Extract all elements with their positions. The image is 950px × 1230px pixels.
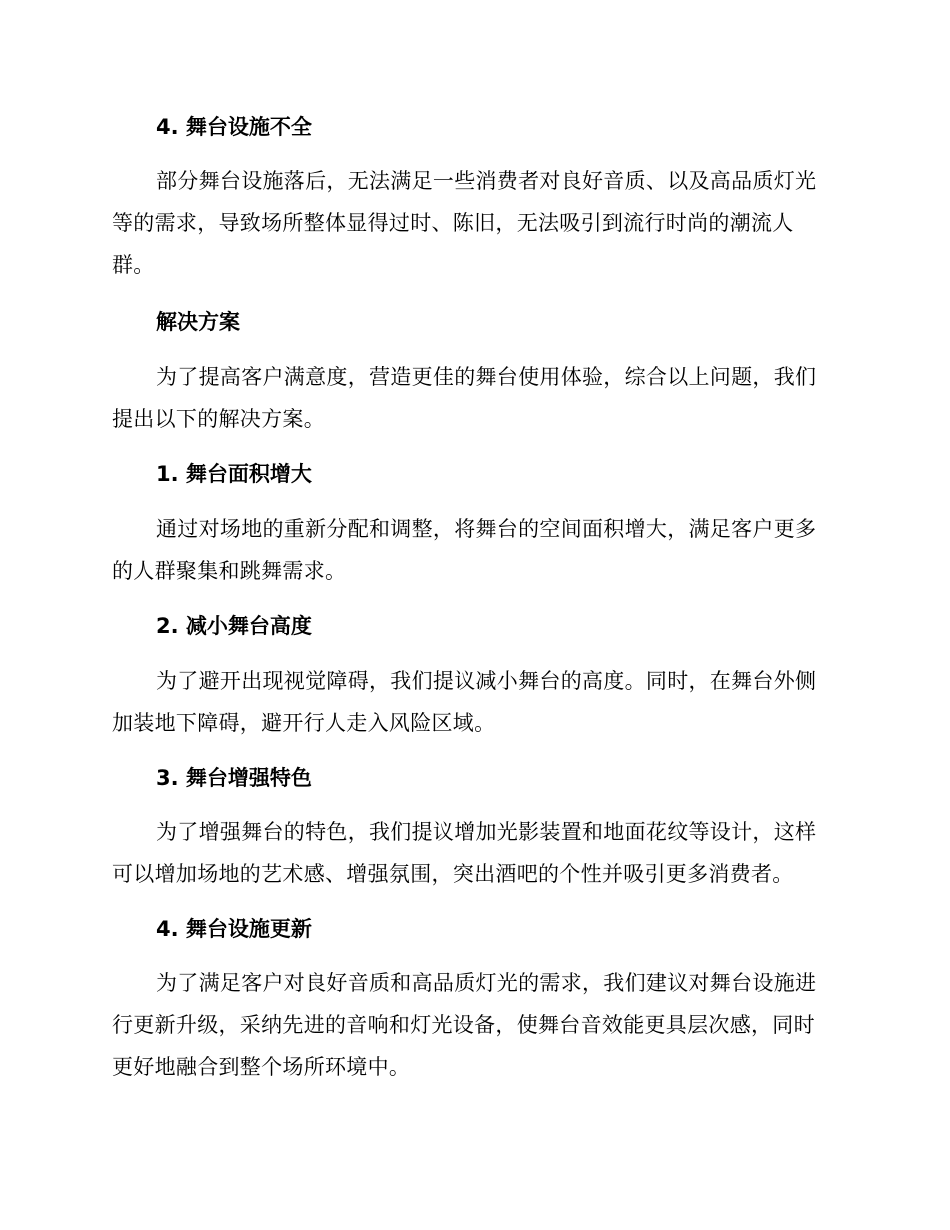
section-heading: 4. 舞台设施不全 [156,115,312,139]
section-paragraph: 为了增强舞台的特色，我们提议增加光影装置和地面花纹等设计，这样可以增加场地的艺术感、增强氛围，突出酒吧的个性并吸引更多消费者。 [112,820,817,886]
section-heading: 4. 舞台设施更新 [156,917,312,941]
section-heading: 2. 减小舞台高度 [156,614,312,638]
section-paragraph: 通过对场地的重新分配和调整，将舞台的空间面积增大，满足客户更多的人群聚集和跳舞需求。 [112,517,817,583]
section-heading: 解决方案 [156,310,240,334]
section-paragraph: 部分舞台设施落后，无法满足一些消费者对良好音质、以及高品质灯光等的需求，导致场所整体显得过时、陈旧，无法吸引到流行时尚的潮流人群。 [112,169,817,277]
section-heading: 1. 舞台面积增大 [156,462,312,486]
section-paragraph: 为了提高客户满意度，营造更佳的舞台使用体验，综合以上问题，我们提出以下的解决方案。 [112,365,817,431]
section-heading: 3. 舞台增强特色 [156,766,312,790]
section-paragraph: 为了满足客户对良好音质和高品质灯光的需求，我们建议对舞台设施进行更新升级，采纳先进的音响和灯光设备，使舞台音效能更具层次感，同时更好地融合到整个场所环境中。 [112,971,817,1079]
section-paragraph: 为了避开出现视觉障碍，我们提议减小舞台的高度。同时，在舞台外侧加装地下障碍，避开行人走入风险区域。 [112,669,817,735]
